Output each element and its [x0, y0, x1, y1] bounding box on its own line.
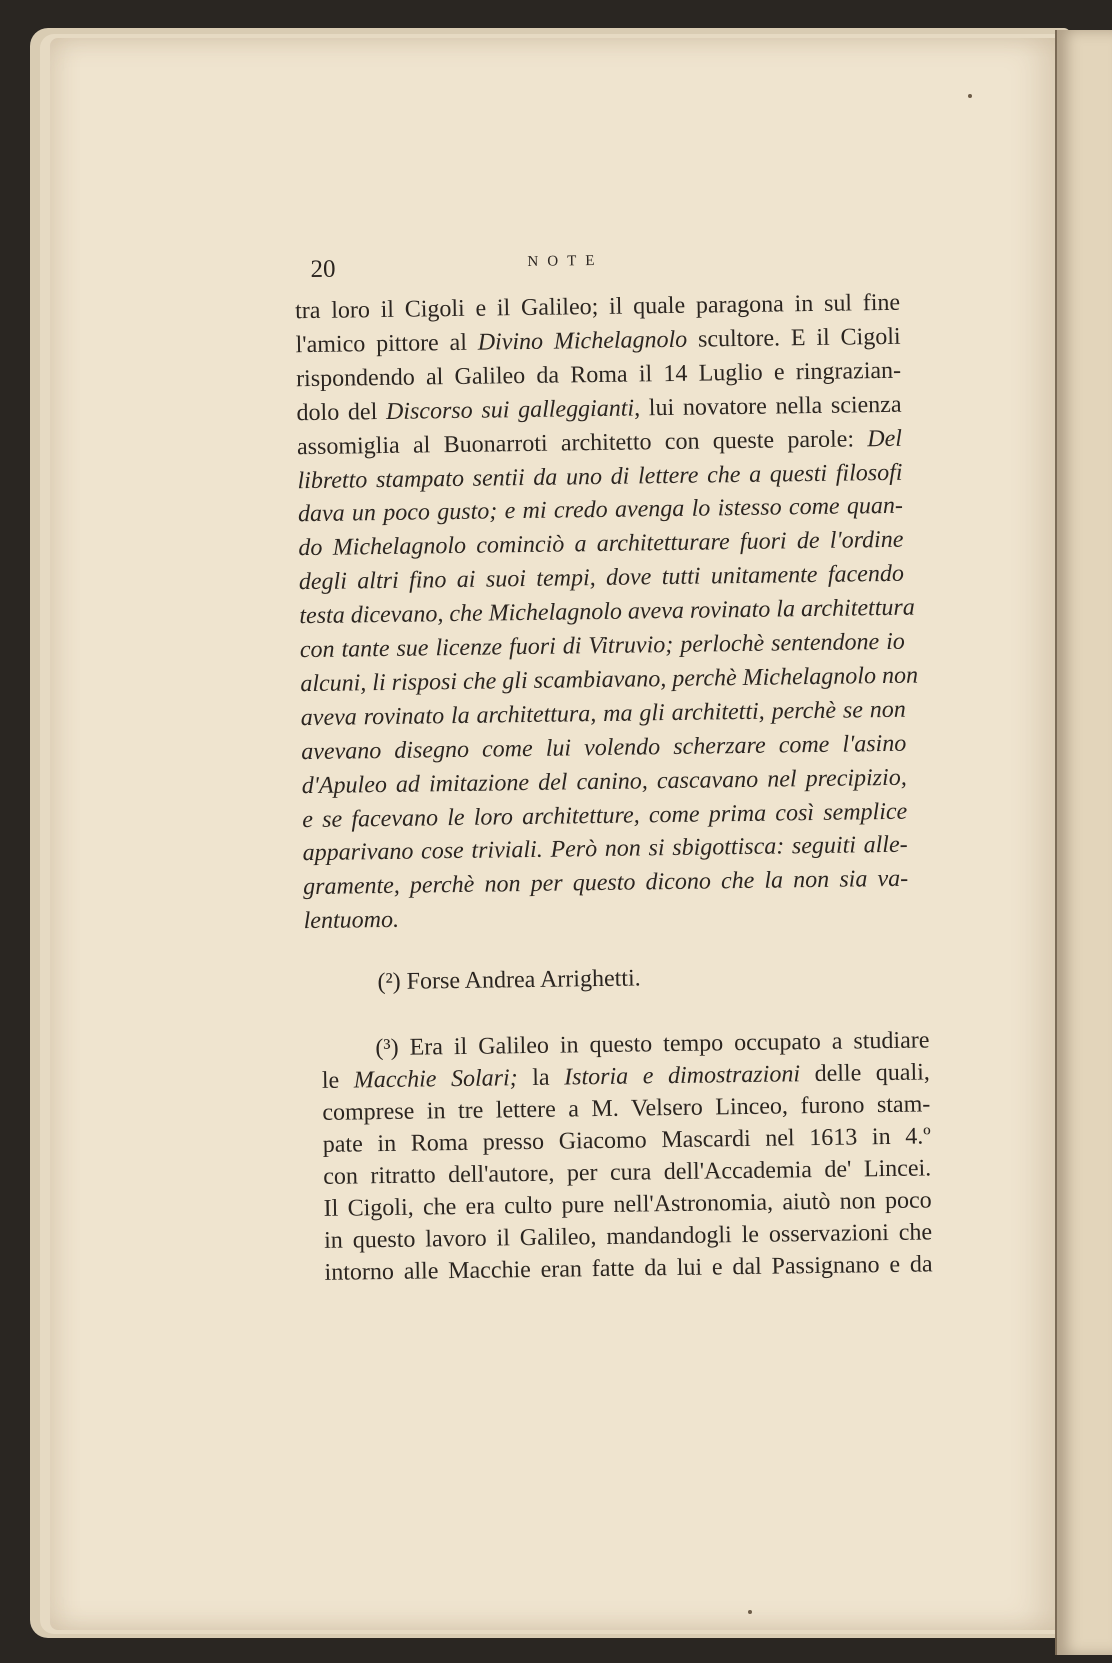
italic-text: Divino Michelagnolo [477, 326, 688, 356]
footnote-1-line [299, 593, 915, 631]
italic-text: dava un poco gusto; e mi credo avenga lo istesso come quan- [297, 493, 904, 528]
text: pate in Roma presso Giacomo Mascardi nel 1613 in 4.º [322, 1123, 931, 1158]
footnote-1-line [297, 457, 902, 495]
footnote-2-text: Forse Andrea Arrighetti. [406, 965, 641, 995]
text: assomiglia al Buonarroti architetto con queste parole: [296, 425, 868, 460]
italic-text: avevano disegno come lui volendo scherzare come l'asino [301, 730, 907, 765]
italic-text: testa dicevano, che Michelagnolo aveva rovinato la architettura [299, 594, 915, 630]
footnote-1-line [295, 288, 900, 326]
text: in questo lavoro il Galileo, mandandogli le osservazioni che [323, 1219, 933, 1254]
text: con ritratto dell'autore, per cura dell'Accademia de' Lincei. [323, 1155, 932, 1190]
italic-text: Istoria e dimostrazioni [563, 1061, 801, 1091]
italic-text: e se facevano le loro architetture, come prima così semplice [302, 798, 908, 833]
paper-speck [968, 94, 972, 98]
footnote-1-line [297, 423, 902, 461]
footnote-1-line [300, 627, 905, 665]
italic-text: alcuni, li risposi che gli scambiavano, perchè Michelagnolo non [300, 662, 919, 698]
footnote-2 [377, 963, 677, 997]
footnote-1-line [299, 559, 904, 597]
text: intorno alle Macchie eran fatte da lui e dal Passignano e da [324, 1251, 933, 1286]
italic-text: Macchie Solari; [353, 1065, 518, 1094]
italic-text: aveva rovinato la architettura, ma gli architetti, perchè se non [300, 696, 906, 731]
italic-text: lentuomo. [303, 907, 400, 935]
italic-text: apparivano cose triviali. Però non si sbigottisca: seguiti alle- [302, 832, 908, 867]
page-number: 20 [310, 255, 336, 283]
italic-text: gramente, perchè non per questo dicono che la non sia va- [303, 866, 909, 901]
footnote-1-line [302, 762, 907, 800]
footnote-1-line [303, 864, 908, 902]
italic-text: Discorso sui galleggianti [385, 395, 635, 425]
text: comprese in tre lettere a M. Velsero Linceo, furono stam- [322, 1091, 931, 1126]
text: Il Cigoli, che era culto pure nell'Astronomia, aiutò non poco [323, 1187, 932, 1222]
text: dolo del [296, 398, 387, 426]
footnote-1-line [298, 491, 903, 529]
text: , lui novatore nella scienza [633, 391, 902, 422]
text: delle quali, [799, 1059, 931, 1088]
text: rispondendo al Galileo da Roma il 14 Luglio e ringrazian- [295, 357, 902, 392]
footnote-1-line [303, 830, 908, 868]
footnote-3-line [324, 1249, 932, 1287]
text: (³) Era il Galileo in questo tempo occupato a studiare [375, 1027, 930, 1062]
footnote-1-line [301, 695, 906, 733]
italic-text: Del [867, 425, 903, 452]
italic-text: do Michelagnolo cominciò a architetturare fuori de l'ordine [298, 527, 904, 562]
text: la [517, 1064, 565, 1092]
footnote-1-line [298, 525, 903, 563]
text: le [321, 1067, 354, 1094]
italic-text: d'Apuleo ad imitazione del canino, cascavano nel precipizio, [301, 764, 907, 799]
italic-text: libretto stampato sentii da uno di lettere che a questi filosofi [297, 459, 903, 494]
text: tra loro il Cigoli e il Galileo; il quale paragona in sul fine [294, 289, 901, 325]
footnote-2-marker: (²) [377, 968, 401, 996]
footnote-1-line [296, 389, 901, 427]
italic-text: con tante sue licenze fuori di Vitruvio; perlochè sentendone io [299, 628, 906, 664]
footnote-1-line [300, 661, 919, 699]
text: l'amico pittore al [295, 329, 478, 359]
paper-speck [748, 1610, 752, 1614]
footnote-1-line [301, 728, 906, 766]
footnote-1-line [295, 322, 900, 360]
running-title: NOTE [527, 252, 604, 270]
footnote-1-line [296, 356, 901, 394]
text: scultore. E il Cigoli [687, 323, 901, 353]
italic-text: degli altri fino ai suoi tempi, dove tutti unitamente facendo [298, 560, 905, 596]
footnote-1-line [303, 898, 908, 936]
footnote-3-line [375, 1025, 929, 1063]
footnote-1-line [302, 796, 907, 834]
